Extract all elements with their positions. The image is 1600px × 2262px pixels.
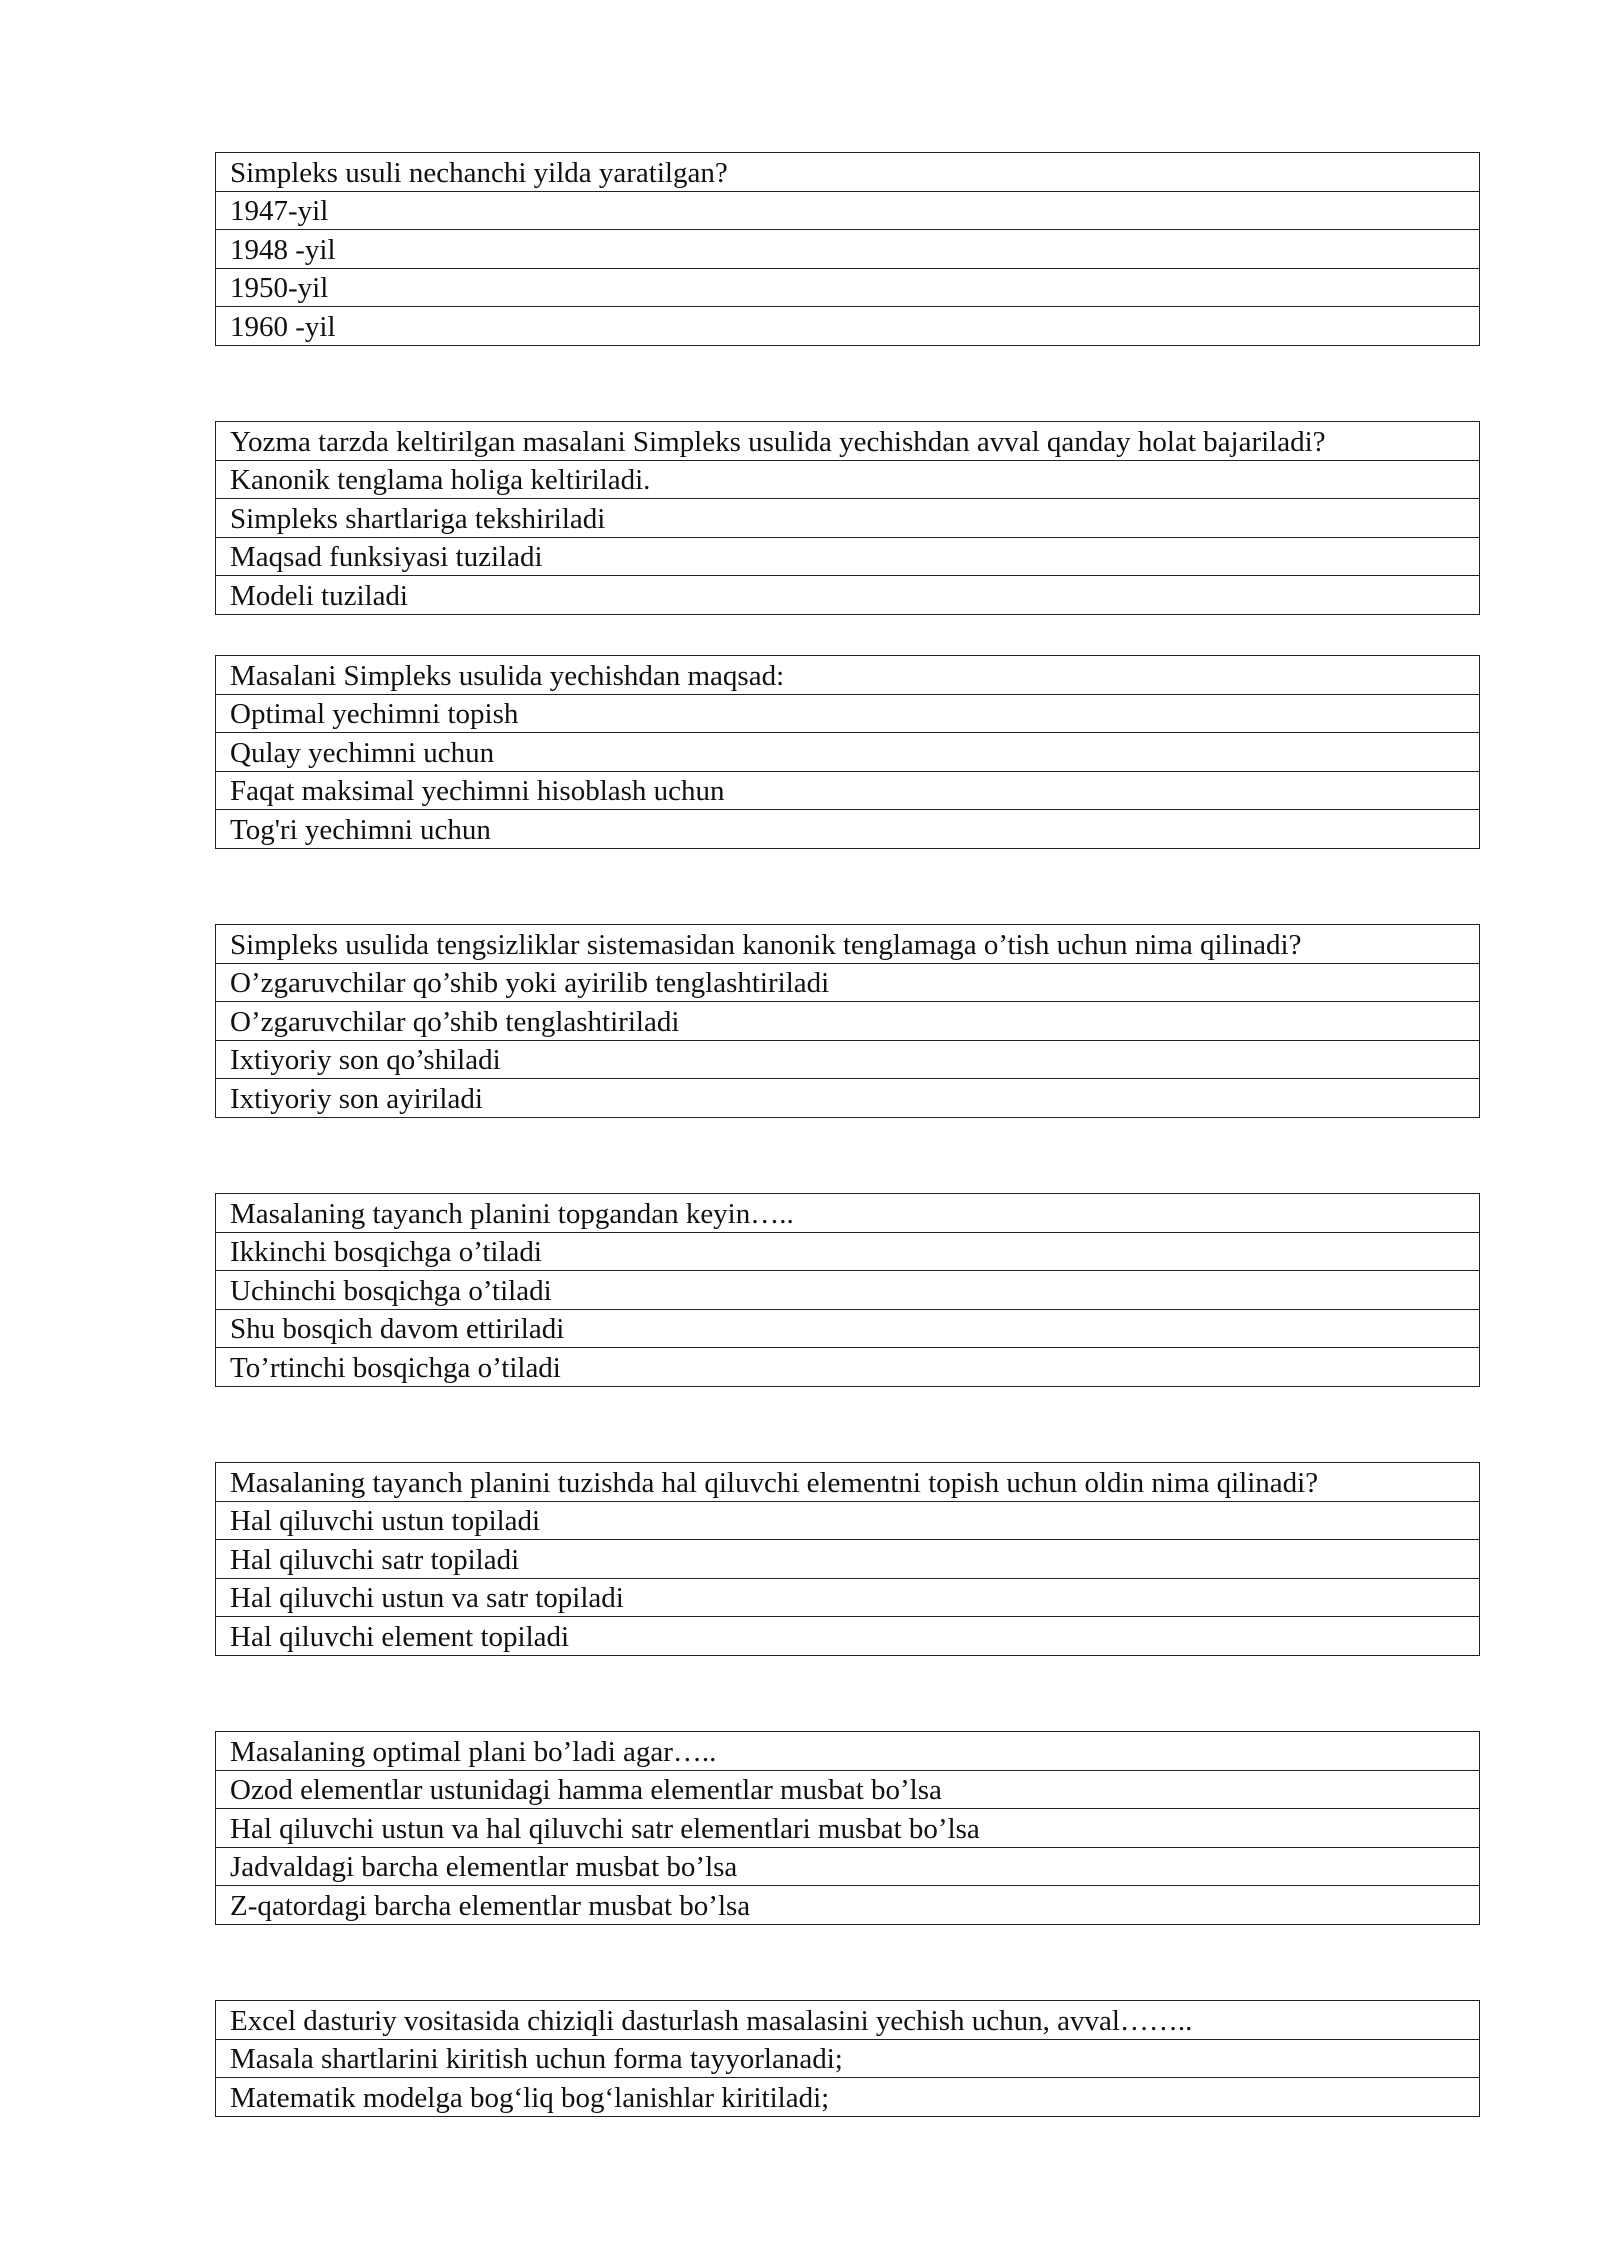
option-text: Shu bosqich davom ettiriladi <box>216 1309 1480 1348</box>
option-row <box>216 2039 1480 2078</box>
question-row <box>216 1194 1480 1233</box>
question-table-4 <box>215 924 1480 1118</box>
option-row <box>216 771 1480 810</box>
option-text: Matematik modelga bog‘liq bog‘lanishlar kiritiladi; <box>216 2078 1480 2117</box>
question-table-2 <box>215 421 1480 615</box>
option-row <box>216 1271 1480 1310</box>
question-text: Excel dasturiy vositasida chiziqli dasturlash masalasini yechish uchun, avval…….. <box>216 2001 1480 2040</box>
option-text: 1947-yil <box>216 191 1480 230</box>
option-text: O’zgaruvchilar qo’shib yoki ayirilib tenglashtiriladi <box>216 963 1480 1002</box>
option-row <box>216 694 1480 733</box>
option-text: Modeli tuziladi <box>216 576 1480 615</box>
option-row <box>216 1617 1480 1656</box>
option-row <box>216 460 1480 499</box>
question-row <box>216 422 1480 461</box>
option-text: Uchinchi bosqichga o’tiladi <box>216 1271 1480 1310</box>
option-row <box>216 230 1480 269</box>
option-text: Tog'ri yechimni uchun <box>216 810 1480 849</box>
question-table-3 <box>215 655 1480 849</box>
option-text: Ikkinchi bosqichga o’tiladi <box>216 1232 1480 1271</box>
question-row <box>216 925 1480 964</box>
option-row <box>216 537 1480 576</box>
option-text: Faqat maksimal yechimni hisoblash uchun <box>216 771 1480 810</box>
option-text: 1950-yil <box>216 268 1480 307</box>
option-row <box>216 1886 1480 1925</box>
option-text: Hal qiluvchi ustun va hal qiluvchi satr elementlari musbat bo’lsa <box>216 1809 1480 1848</box>
option-text: Hal qiluvchi ustun va satr topiladi <box>216 1578 1480 1617</box>
option-text: To’rtinchi bosqichga o’tiladi <box>216 1348 1480 1387</box>
option-row <box>216 1309 1480 1348</box>
option-text: Z-qatordagi barcha elementlar musbat bo’lsa <box>216 1886 1480 1925</box>
option-text: Optimal yechimni topish <box>216 694 1480 733</box>
option-row <box>216 2078 1480 2117</box>
question-text: Masalaning tayanch planini topgandan keyin….. <box>216 1194 1480 1233</box>
option-row <box>216 1770 1480 1809</box>
question-table-7 <box>215 1731 1480 1925</box>
option-row <box>216 1847 1480 1886</box>
option-row <box>216 307 1480 346</box>
question-text: Yozma tarzda keltirilgan masalani Simpleks usulida yechishdan avval qanday holat bajariladi? <box>216 422 1480 461</box>
option-text: Kanonik tenglama holiga keltiriladi. <box>216 460 1480 499</box>
question-text: Simpleks usulida tengsizliklar sistemasidan kanonik tenglamaga o’tish uchun nima qilinadi? <box>216 925 1480 964</box>
option-row <box>216 1540 1480 1579</box>
question-table-6 <box>215 1462 1480 1656</box>
option-text: O’zgaruvchilar qo’shib tenglashtiriladi <box>216 1002 1480 1041</box>
option-row <box>216 1809 1480 1848</box>
question-row <box>216 1732 1480 1771</box>
option-text: Hal qiluvchi ustun topiladi <box>216 1501 1480 1540</box>
option-row <box>216 1348 1480 1387</box>
option-row <box>216 1040 1480 1079</box>
option-text: 1960 -yil <box>216 307 1480 346</box>
option-row <box>216 1002 1480 1041</box>
option-text: Ixtiyoriy son ayiriladi <box>216 1079 1480 1118</box>
option-row <box>216 1079 1480 1118</box>
option-row <box>216 499 1480 538</box>
option-row <box>216 963 1480 1002</box>
question-text: Simpleks usuli nechanchi yilda yaratilgan? <box>216 153 1480 192</box>
question-table-5 <box>215 1193 1480 1387</box>
question-row <box>216 1463 1480 1502</box>
question-row <box>216 153 1480 192</box>
option-text: Simpleks shartlariga tekshiriladi <box>216 499 1480 538</box>
option-row <box>216 1232 1480 1271</box>
option-text: Qulay yechimni uchun <box>216 733 1480 772</box>
option-row <box>216 810 1480 849</box>
question-row <box>216 656 1480 695</box>
option-row <box>216 268 1480 307</box>
question-table-8 <box>215 2000 1480 2117</box>
option-text: Ixtiyoriy son qo’shiladi <box>216 1040 1480 1079</box>
option-text: Maqsad funksiyasi tuziladi <box>216 537 1480 576</box>
option-text: Ozod elementlar ustunidagi hamma elementlar musbat bo’lsa <box>216 1770 1480 1809</box>
option-row <box>216 191 1480 230</box>
option-text: Hal qiluvchi satr topiladi <box>216 1540 1480 1579</box>
option-row <box>216 733 1480 772</box>
option-text: Hal qiluvchi element topiladi <box>216 1617 1480 1656</box>
question-text: Masalani Simpleks usulida yechishdan maqsad: <box>216 656 1480 695</box>
question-row <box>216 2001 1480 2040</box>
option-text: Masala shartlarini kiritish uchun forma tayyorlanadi; <box>216 2039 1480 2078</box>
option-row <box>216 1501 1480 1540</box>
question-text: Masalaning tayanch planini tuzishda hal qiluvchi elementni topish uchun oldin nima qilinadi? <box>216 1463 1480 1502</box>
option-text: 1948 -yil <box>216 230 1480 269</box>
option-row <box>216 576 1480 615</box>
question-text: Masalaning optimal plani bo’ladi agar….. <box>216 1732 1480 1771</box>
option-text: Jadvaldagi barcha elementlar musbat bo’lsa <box>216 1847 1480 1886</box>
question-table-1 <box>215 152 1480 346</box>
option-row <box>216 1578 1480 1617</box>
